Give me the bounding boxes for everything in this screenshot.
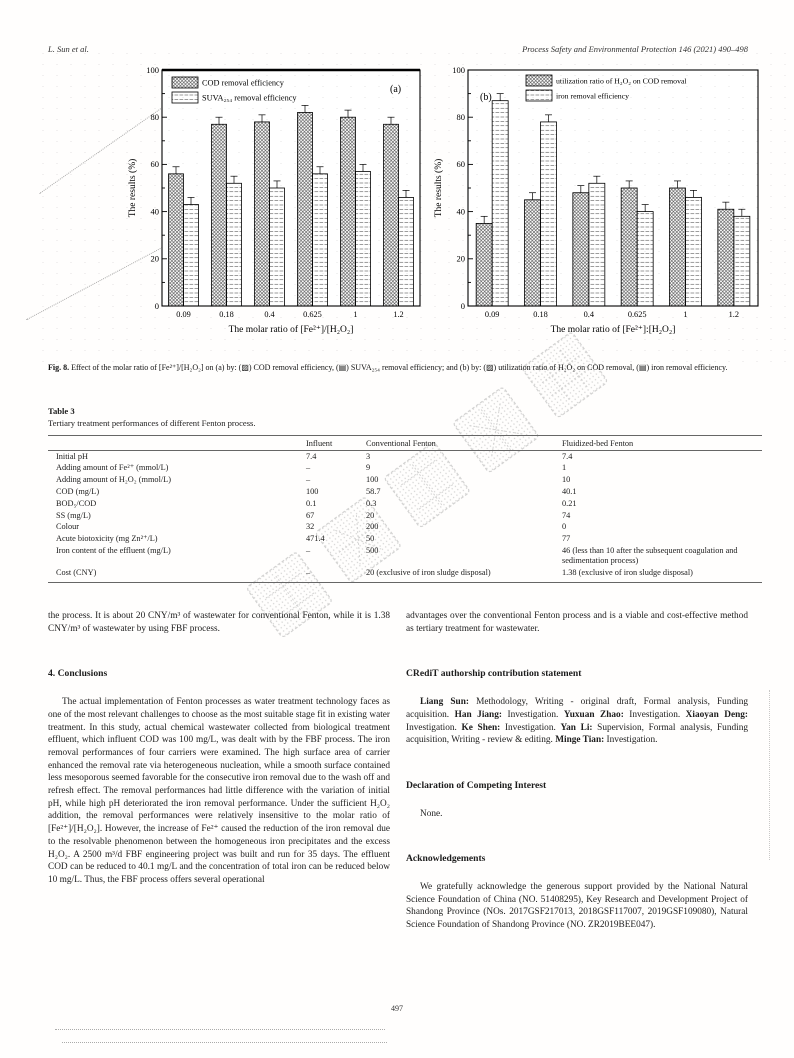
x-axis-label: The molar ratio of [Fe²⁺]/[H₂O₂]	[228, 325, 354, 335]
text-el: SUVA₂₅₄ removal efficiency	[202, 93, 297, 103]
legend-item	[172, 77, 285, 88]
rect-el	[172, 77, 198, 88]
conclusions-heading: 4. Conclusions	[48, 668, 108, 680]
text-el: 0.4	[583, 310, 595, 319]
table-cell: 20 (exclusive of iron sludge disposal)	[366, 568, 562, 583]
acknowledgements-paragraph: We gratefully acknowledge the generous support provided by the National Natural Science Foundation of China (NO. 51408295), Key Research and Development Project of Shandong Province (NOs. 2017GSF217013, 2018GSF117007, 2019GSF109080), Natural Science Foundation of Shandong Province (NO. ZR2019BEE047).	[406, 882, 748, 931]
text-el: 0.625	[303, 310, 322, 319]
bar	[686, 197, 702, 306]
text-el: 0.18	[219, 310, 234, 319]
table-cell: 7.4	[306, 451, 317, 461]
bar	[184, 205, 199, 306]
table-cell: 40.1	[562, 486, 577, 496]
bar	[589, 183, 605, 306]
header-authors: L. Sun et al.	[48, 44, 89, 54]
legend-item	[526, 75, 687, 86]
credit-heading: CRediT authorship contribution statement	[406, 668, 582, 680]
table-cell: 10	[562, 475, 571, 485]
table-cell: Adding amount of Fe²⁺ (mmol/L)	[56, 463, 169, 473]
table-cell: SS (mg/L)	[56, 510, 91, 520]
table-cell: 3	[366, 451, 371, 461]
bar	[169, 174, 184, 306]
author-name: Ke Shen:	[461, 722, 505, 733]
table-cell: Cost (CNY)	[48, 568, 306, 583]
credit-paragraph	[406, 696, 748, 747]
text-el: 1	[353, 310, 358, 319]
bar	[621, 188, 637, 306]
bar	[356, 171, 371, 306]
author-name: Yan Li:	[560, 722, 598, 733]
continuation-paragraph: advantages over the conventional Fenton process and is a viable and cost-effective method as tertiary treatment for wastewater.	[406, 611, 748, 634]
text-el: 80	[456, 112, 465, 122]
table-subtitle: Tertiary treatment performances of different Fenton process.	[48, 418, 256, 428]
bar	[670, 188, 686, 306]
panel-label: (b)	[480, 92, 492, 103]
table-cell: 46 (less than 10 after the subsequent coagulation and sedimentation process)	[562, 545, 738, 566]
text-el: 1	[683, 310, 688, 319]
text-el: 20	[150, 253, 159, 264]
author-name: Yuxuan Zhao:	[563, 709, 630, 720]
table-cell: Initial pH	[56, 451, 89, 461]
acknowledgements-heading: Acknowledgements	[406, 853, 486, 865]
table-cell: 77	[562, 534, 571, 544]
conclusions-paragraph: The actual implementation of Fenton processes as water treatment technology faces as one of the most relevant challenges to choose as the most suitable stage fit in existing water treatment. In this study, actual chemical wastewater collected from biological treatment effluent, which influent COD was 100 mg/L, was dealt with by the FBF process. The iron removal performances of four carriers were examined. The high surface area of carrier enhanced the removal rate via heterogeneous nucleation, while a smooth surface contained less mesoporous seemed favorable for the consecutive iron removal due to the wash off and refresh effect. The removal performances had little difference with the variation of initial pH, while high pH deteriorated the iron removal performance. Under the sufficient H₂O₂ addition, the removal performances were relatively insensitive to the molar ratio of [Fe²⁺]/[H₂O₂]. However, the increase of Fe²⁺ caused the reduction of the iron removal due to the resolvable phenomenon between the homogeneous iron precipitates and the excess H₂O₂. A 2500 m³/d FBF engineering project was built and run for 35 days. The effluent COD can be reduced to 40.1 mg/L and the concentration of total iron can be reduced below 10 mg/L. Thus, the FBF process offers several operational	[48, 697, 390, 885]
tr-el	[48, 436, 762, 451]
legend-item	[172, 92, 297, 103]
rect-el	[526, 90, 552, 101]
table-cell: –	[306, 463, 311, 473]
text-el: 60	[456, 159, 465, 170]
figure-caption	[48, 362, 748, 373]
scan-noise-line	[62, 1042, 387, 1043]
text-el: 0	[154, 300, 159, 311]
bar	[227, 183, 242, 306]
text-el: 100	[452, 64, 465, 75]
text-el: utilization ratio of H₂O₂ on COD removal	[556, 76, 687, 86]
table3-block	[48, 406, 748, 583]
table-cell: –	[306, 475, 311, 485]
table-cell: Acute biotoxicity (mg Zn²⁺/L)	[56, 534, 158, 544]
table-cell: 0.21	[562, 498, 577, 508]
bar	[734, 216, 750, 306]
figure-caption-text: Effect of the molar ratio of [Fe²⁺]/[H₂O₂] on (a) by: (▨) COD removal efficiency, (▤) SUVA₂₅₄ removal efficiency; and (b) by: (▨) utilization ratio of H₂O₂ on COD removal, (▤) iron removal efficiency.	[69, 363, 728, 372]
table-row	[48, 463, 762, 475]
bar	[476, 223, 492, 306]
credit-role-text: Methodology, Writing - original draft, Formal analysis, Funding acquisition.	[406, 697, 748, 720]
column-header	[48, 436, 306, 451]
table-row	[48, 475, 762, 487]
credit-role-text: Investigation.	[504, 722, 561, 733]
credit-role-text: Investigation.	[629, 709, 686, 720]
table3	[48, 435, 762, 583]
cost-paragraph: the process. It is about 20 CNY/m³ of wastewater for conventional Fenton, while it is 1.38 CNY/m³ of wastewater by using FBF process.	[48, 611, 390, 634]
table-row	[48, 451, 762, 463]
legend-item	[526, 90, 629, 101]
y-axis-label: The results (%)	[128, 158, 138, 218]
credit-role-text: Investigation.	[606, 735, 658, 746]
table-cell: 67	[306, 510, 315, 520]
page-number: 497	[391, 1004, 403, 1013]
table-row	[48, 545, 762, 567]
table-cell: 1	[562, 463, 567, 473]
bar	[298, 112, 313, 306]
tbody-el	[48, 451, 762, 583]
text-el: 1.2	[393, 310, 404, 319]
table-cell: 471.4	[306, 534, 325, 544]
left-column	[48, 610, 390, 932]
thead-el	[48, 436, 762, 451]
chart-a	[126, 62, 426, 354]
table-cell: –	[306, 568, 366, 583]
bar	[718, 209, 734, 306]
table-row	[48, 510, 762, 522]
figure-caption-label: Fig. 8.	[48, 363, 70, 372]
running-header	[48, 44, 748, 54]
table-cell: 50	[366, 534, 375, 544]
table-cell: COD (mg/L)	[56, 486, 100, 496]
table-cell: 500	[366, 545, 379, 555]
author-name: Xiaoyan Deng:	[685, 709, 748, 720]
bar	[399, 197, 414, 306]
declaration-text: None.	[420, 808, 443, 819]
rect-el	[172, 92, 198, 103]
credit-role-text: Investigation.	[406, 722, 462, 733]
table-cell: –	[306, 545, 311, 555]
chart-b	[432, 62, 764, 354]
bar	[492, 101, 508, 306]
rect-el	[162, 70, 420, 306]
bar	[341, 117, 356, 306]
text-el: 1.2	[728, 310, 740, 319]
table-row	[48, 486, 762, 498]
y-axis-label: The results (%)	[434, 158, 444, 218]
bar	[637, 212, 653, 306]
table-cell: 100	[366, 475, 379, 485]
scan-noise-line	[769, 690, 770, 860]
table-cell: 1.38 (exclusive of iron sludge disposal)	[562, 568, 762, 583]
table-row	[48, 568, 762, 583]
table-cell: 58.7	[366, 486, 381, 496]
text-el: 0.09	[484, 310, 500, 319]
table-cell: Iron content of the effluent (mg/L)	[56, 545, 171, 555]
text-el: 0	[460, 300, 465, 311]
column-header: Influent	[306, 436, 366, 451]
text-el: 40	[150, 206, 159, 217]
figure-8	[126, 62, 764, 354]
table-title: Table 3	[48, 406, 75, 416]
right-column	[406, 610, 748, 932]
column-header: Conventional Fenton	[366, 436, 562, 451]
bar	[384, 124, 399, 306]
table-cell: 0.1	[306, 498, 317, 508]
table-cell: 200	[366, 522, 379, 532]
text-el: COD removal efficiency	[202, 78, 284, 88]
text-el: 100	[146, 64, 159, 75]
text-el: 60	[150, 159, 159, 170]
table-cell: 100	[306, 486, 319, 496]
text-el: 40	[456, 206, 465, 217]
panel-label: (a)	[390, 84, 402, 95]
table-cell: Adding amount of H₂O₂ (mmol/L)	[56, 475, 172, 485]
table-cell: 20	[366, 510, 375, 520]
table-cell: 0.3	[366, 498, 377, 508]
text-el: 0.18	[533, 310, 548, 319]
bar	[573, 193, 589, 306]
table-row	[48, 533, 762, 545]
author-name: Liang Sun:	[420, 697, 477, 708]
table-cell: Colour	[56, 522, 80, 532]
credit-role-text: Supervision, Formal analysis, Funding acquisition, Writing - review & editing.	[406, 722, 749, 746]
declaration-heading: Declaration of Competing Interest	[406, 779, 547, 791]
text-el: 0.625	[627, 310, 647, 319]
x-axis-label: The molar ratio of [Fe²⁺]:[H₂O₂]	[550, 325, 676, 335]
rect-el	[468, 70, 758, 306]
header-journal: Process Safety and Environmental Protection 146 (2021) 490–498	[522, 44, 748, 54]
table-row	[48, 498, 762, 510]
bar	[313, 174, 328, 306]
table-cell: 32	[306, 522, 315, 532]
scan-noise-line	[55, 1029, 385, 1030]
bar	[541, 122, 557, 306]
text-el: 0.4	[264, 310, 275, 319]
body-text	[48, 610, 748, 932]
table-cell: 9	[366, 463, 371, 473]
table-cell: 0	[562, 522, 567, 532]
text-el: 0.09	[176, 310, 191, 319]
bar	[525, 200, 541, 306]
text-el: iron removal efficiency	[556, 91, 630, 101]
bar	[212, 124, 227, 306]
credit-role-text: Investigation.	[507, 709, 564, 720]
author-name: Minge Tian:	[555, 735, 607, 746]
table-row	[48, 522, 762, 534]
rect-el	[526, 75, 552, 86]
text-el: 80	[150, 112, 159, 122]
bar	[270, 188, 285, 306]
table-cell: 74	[562, 510, 571, 520]
text-el: 20	[456, 253, 465, 264]
bar	[255, 122, 270, 306]
table-cell: BOD₅/COD	[56, 498, 97, 508]
table-cell: 7.4	[562, 451, 573, 461]
author-name: Han Jiang:	[454, 709, 508, 720]
column-header: Fluidized-bed Fenton	[562, 436, 762, 451]
